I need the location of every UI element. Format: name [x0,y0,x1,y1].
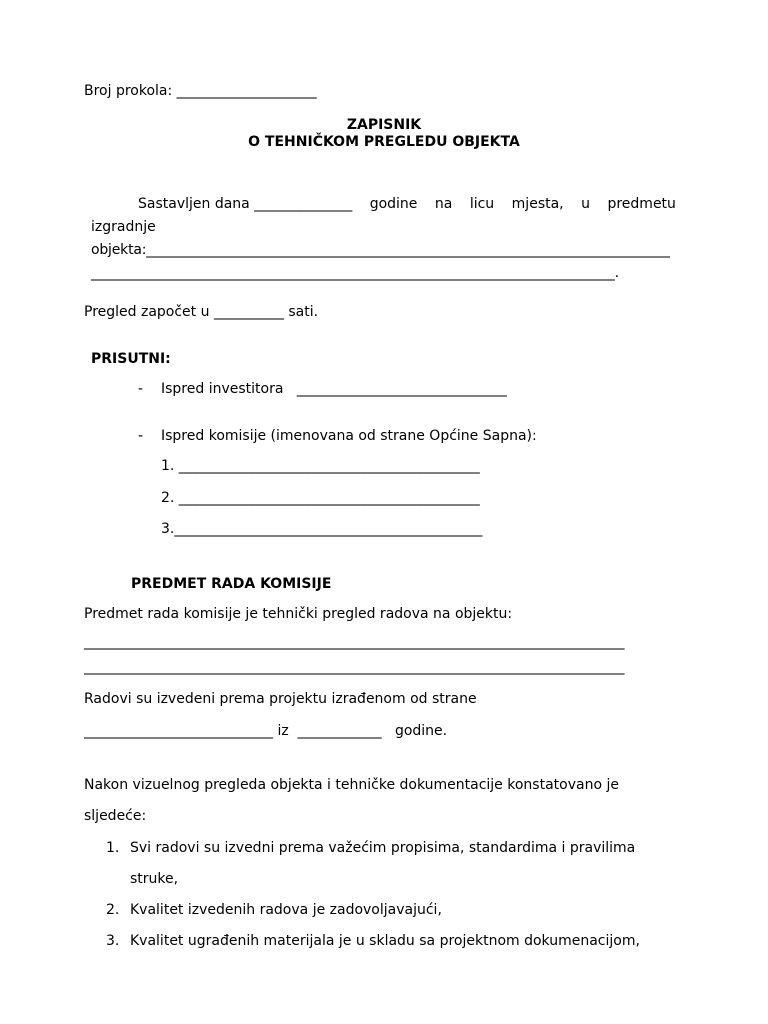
subject-text: Predmet rada komisije je tehnički pregled radova na objektu: [84,606,513,622]
intro-word: Sastavljen dana ______________ [138,196,353,212]
finding-number: 2. [106,902,120,918]
finding-item-1-continued: struke, [130,871,179,887]
commission-member-3: 3.____________________________________________ [161,521,483,537]
commission-representatives: Ispred komisije (imenovana od strane Općine Sapna): [161,428,537,444]
intro-word: licu [469,196,495,212]
findings-intro-line-2: sljedeće: [84,808,147,824]
finding-number: 3. [106,933,120,949]
subject-blank-line-1: _______________________________________________________________________________ [84,634,625,650]
intro-word: mjesta, [511,196,564,212]
commission-member-2: 2. ___________________________________________ [161,490,480,506]
investor-representative: Ispred investitora ______________________________ [161,381,507,397]
document-subtitle: O TEHNIČKOM PREGLEDU OBJEKTA [248,134,520,150]
finding-item-2: Kvalitet izvedenih radova je zadovoljavajući, [130,902,442,918]
intro-line-2: izgradnje [91,219,156,235]
inspection-start-time: Pregled započet u __________ sati. [84,304,319,320]
intro-word: predmetu [607,196,676,212]
subject-blank-line-2: _______________________________________________________________________________ [84,659,625,675]
intro-word: u [581,196,590,212]
commission-member-1: 1. ___________________________________________ [161,458,480,474]
object-field-line-2: _____________________________________________________________________________. [91,265,619,281]
findings-intro: Nakon vizuelnog pregleda objekta i tehničke dokumentacije konstatovano je [84,777,619,793]
finding-number: 1. [106,840,120,856]
list-dash: - [138,428,144,444]
finding-item-3: Kvalitet ugrađenih materijala je u skladu sa projektnom dokumenacijom, [130,933,640,949]
list-dash: - [138,381,144,397]
project-text: Radovi su izvedeni prema projektu izrađenom od strane [84,691,477,707]
subject-heading: PREDMET RADA KOMISIJE [131,576,332,592]
project-author-field: ___________________________ iz ____________ godine. [84,723,448,739]
protocol-number-field: Broj prokola: ____________________ [84,83,317,99]
intro-justified-line [138,195,676,213]
intro-word: godine [369,196,418,212]
present-heading: PRISUTNI: [91,351,171,367]
object-field: objekta:_____________________________________________________________________________ [91,242,670,258]
document-title: ZAPISNIK [346,117,422,133]
finding-item-1: Svi radovi su izvedni prema važećim propisima, standardima i pravilima [130,840,636,856]
intro-word: na [434,196,453,212]
